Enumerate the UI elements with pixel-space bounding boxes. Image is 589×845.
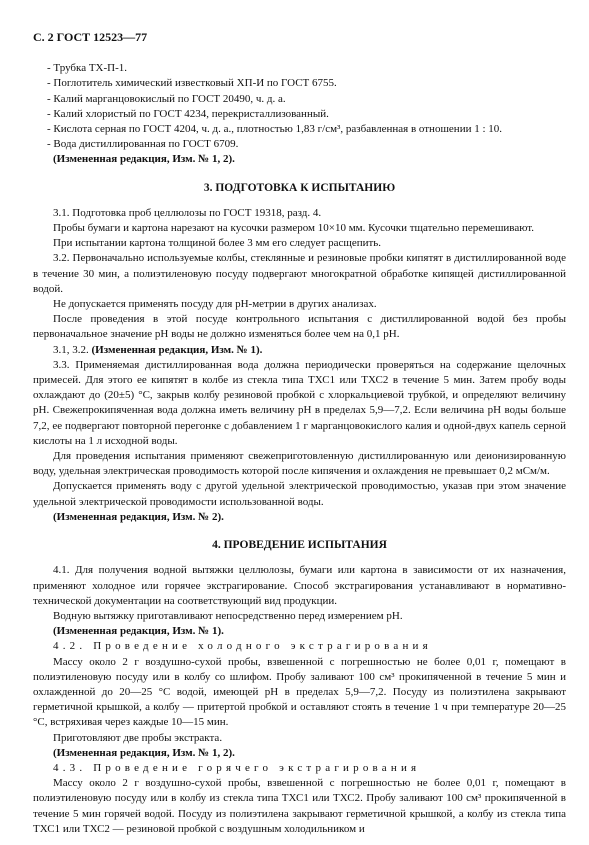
paragraph: Не допускается применять посуду для pH-метрии в других анализах.	[53, 298, 377, 311]
revision-note: (Измененная редакция, Изм. № 1, 2).	[53, 153, 235, 166]
revision-note: (Измененная редакция, Изм. № 1).	[53, 625, 224, 638]
paragraph: Водную вытяжку приготавливают непосредственно перед измерением pH.	[53, 609, 403, 622]
list-item: - Кислота серная по ГОСТ 4204, ч. д. а., плотностью 1,83 г/см³, разбавленная в отношении 1 : 10.	[47, 123, 503, 136]
revision-note: (Измененная редакция, Изм. № 2).	[53, 510, 224, 523]
list-item: - Трубка ТХ-П-1.	[47, 62, 128, 75]
subsection-heading: 4.2. Проведение холодного экстрагирования	[53, 640, 432, 653]
section-3-title: 3. ПОДГОТОВКА К ИСПЫТАНИЮ	[203, 181, 396, 194]
paragraph: После проведения в этой посуде контрольного испытания с дистиллированной водой без пробы первоначальное значение pH воды не должно изменяться более чем на 0,1 pH.	[33, 313, 566, 341]
revision-note: (Измененная редакция, Изм. № 1, 2).	[53, 746, 235, 759]
list-item: - Поглотитель химический известковый ХП-И по ГОСТ 6755.	[47, 77, 337, 90]
paragraph: 4.1. Для получения водной вытяжки целлюлозы, бумаги или картона в зависимости от их назначения, применяют холодное или горячее экстрагирование. Способ экстрагирования устанавливают в нормативно-технической документации на соответствующий вид продукции.	[33, 564, 566, 607]
section-4-title: 4. ПРОВЕДЕНИЕ ИСПЫТАНИЯ	[212, 539, 387, 552]
list-item: - Вода дистиллированная по ГОСТ 6709.	[47, 138, 239, 151]
paragraph: 3.2. Первоначально используемые колбы, стеклянные и резиновые пробки кипятят в дистиллированной воде в течение 30 мин, а полиэтиленовую посуду подвергают многократной обработке кипящей дистиллированной водой.	[33, 252, 566, 295]
paragraph: Допускается применять воду с другой удельной электрической проводимостью, указав при этом значение удельной электрической проводимости использованной воды.	[33, 480, 566, 508]
reagent-list	[33, 61, 566, 152]
revision-note: (Измененная редакция, Изм. № 1).	[91, 343, 263, 356]
paragraph: Приготовляют две пробы экстракта.	[53, 731, 223, 744]
paragraph: Пробы бумаги и картона нарезают на кусочки размером 10×10 мм. Кусочки тщательно перемешивают.	[53, 222, 535, 235]
paragraph: Массу около 2 г воздушно-сухой пробы, взвешенной с погрешностью не более 0,01 г, помещают в полиэтиленовую посуду или в колбу со шлифом. Пробу заливают 100 см³ прокипяченной в течение 5 мин и охлажденной до 20—25 °С водой, имеющей pH в пределах 5,9—7,2. Посуду из полиэтилена закрывают герметичной крышкой, а колбу — притертой пробкой и оставляют стоять в течение 1 ч при температуре 20—25 °С, встряхивая через каждые 10—15 мин.	[33, 655, 566, 729]
paragraph: Массу около 2 г воздушно-сухой пробы, взвешенной с погрешностью не более 0,01 г, помещают в полиэтиленовую посуду или в колбу из стекла типа ТХС1 или ТХС2. Пробу заливают 100 см³ прокипяченной в течение 5 мин горячей водой. Посуду из полиэтилена закрывают герметичной крышкой, а колбу из стекла типа ТХС1 или ТХС2 — резиновой пробкой с воздушным холодильником и	[33, 777, 566, 835]
page-header: С. 2 ГОСТ 12523—77	[33, 30, 148, 44]
paragraph	[33, 343, 566, 358]
paragraph: 3.1. Подготовка проб целлюлозы по ГОСТ 19318, разд. 4.	[53, 206, 322, 219]
subsection-heading: 4.3. Проведение горячего экстрагирования	[53, 761, 421, 774]
paragraph: 3.3. Применяемая дистиллированная вода должна периодически проверяться на содержание щелочных примесей. Для этого ее кипятят в колбе из стекла типа ТХС1 или ТХС2 в течение 5 мин. Затем пробу воды охлаждают до (20±5) °С, закрыв колбу резиновой пробкой с хлоркальциевой трубкой, и определяют величину pH. Свежепрокипяченная вода должна иметь величину pH в пределах 5,9—7,2. Если величина pH воды больше 7,2, ее подвергают повторной перегонке с добавлением 1 г марганцовокислого калия и одной-двух капель серной кислоты на 1 л исходной воды.	[33, 358, 566, 447]
list-item: - Калий хлористый по ГОСТ 4234, перекристаллизованный.	[47, 107, 329, 120]
clause-ref: 3.1, 3.2.	[53, 343, 89, 356]
paragraph: При испытании картона толщиной более 3 мм его следует расщепить.	[53, 237, 382, 250]
list-item: - Калий марганцовокислый по ГОСТ 20490, ч. д. а.	[47, 92, 286, 105]
paragraph: Для проведения испытания применяют свежеприготовленную дистиллированную или деионизированную воду, удельная электрическая проводимость которой после кипячения и охлаждения не превышает 0,2 мСм/м.	[33, 450, 566, 478]
